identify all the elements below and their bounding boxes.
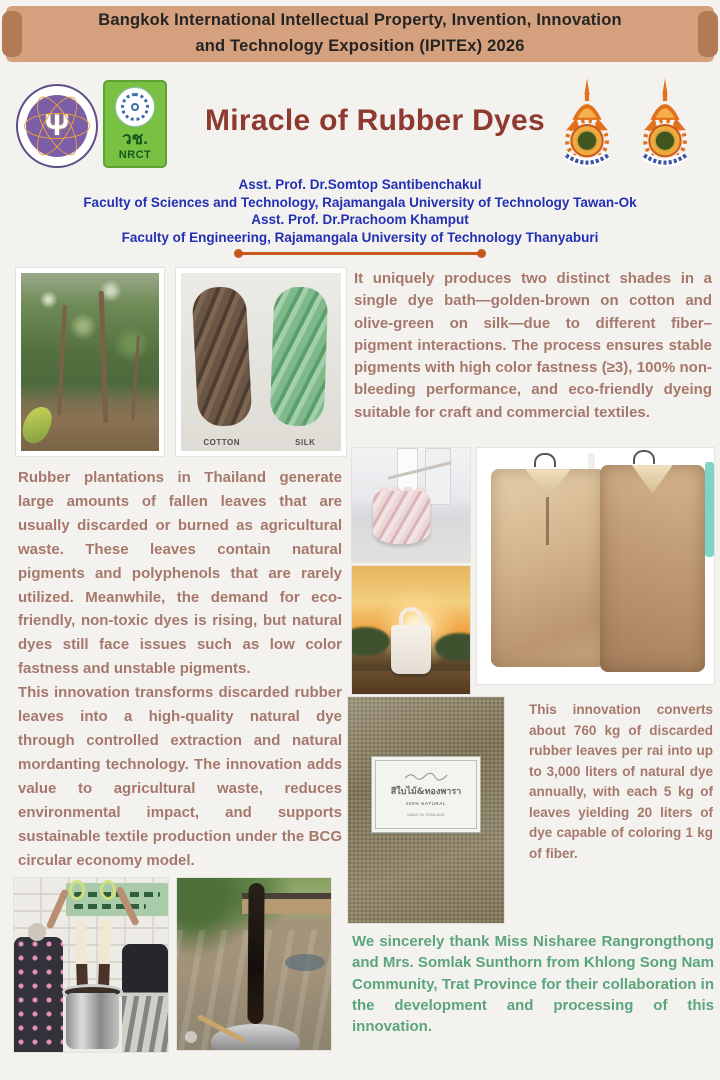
yarn-loop	[100, 880, 116, 900]
divider-dot	[234, 249, 243, 258]
label-origin: MADE IN THAILAND	[407, 812, 445, 818]
hanging-garment-edge	[705, 462, 714, 556]
cotton-skein	[192, 286, 254, 427]
product-label	[371, 756, 480, 833]
camo-shorts	[122, 996, 168, 1052]
author-1-affiliation: Faculty of Sciences and Technology, Rajamangala University of Technology Tawan-Ok	[83, 194, 637, 210]
banner-line-2: and Technology Exposition (IPITEx) 2026	[195, 37, 525, 55]
exposition-banner	[6, 6, 714, 62]
person-dyeing	[14, 937, 63, 1052]
page-title: Miracle of Rubber Dyes	[204, 104, 546, 137]
shirt-collar	[525, 469, 571, 497]
cotton-caption: COTTON	[203, 438, 241, 448]
silk-skein	[270, 286, 329, 427]
signature-squiggle	[403, 771, 449, 781]
rajamangala-crown-emblem-icon	[629, 76, 701, 172]
wheel-spokes	[121, 93, 149, 121]
banner-line-1: Bangkok International Intellectual Property, Invention, Innovation	[98, 11, 622, 30]
nrct-thai-abbr: วช.	[122, 129, 148, 148]
hanger-hook	[633, 450, 655, 464]
shirt-placket	[546, 497, 549, 545]
hanger-hook	[534, 453, 556, 467]
banner-right-tab	[698, 11, 718, 57]
bush	[352, 627, 390, 655]
divider-dot	[477, 249, 486, 258]
rajamangala-crown-emblem-icon	[551, 76, 623, 172]
wheel-hub	[131, 103, 139, 111]
nrct-abbr: NRCT	[118, 148, 152, 161]
dye-dipping-photo	[14, 878, 168, 1052]
tote-bag	[391, 625, 431, 674]
label-thai-title: สีใบไม้&ทองพารา	[390, 787, 462, 798]
authors-block	[30, 176, 690, 246]
bush	[435, 633, 470, 661]
author-1-name: Asst. Prof. Dr.Somtop Santibenchakul	[238, 177, 482, 192]
left-column-text	[18, 466, 342, 872]
shirt-collar	[632, 465, 674, 494]
banner-left-tab	[2, 11, 22, 57]
fallen-leaf	[21, 403, 55, 447]
atom-core	[26, 95, 88, 157]
tie-dye-bag	[373, 491, 430, 543]
paragraph-innovation: This innovation transforms discarded rubber leaves into a high-quality natural dye through controlled extraction and natural mordanting technology. The innovation adds value to agricultural waste, reduces environmental impact, and supports sustainable textile production under the BCG circular economy model.	[18, 684, 342, 869]
dye-pot	[66, 993, 118, 1049]
paragraph-yield: This innovation converts about 760 kg of discarded rubber leaves per rai into up to 3,000 liters of natural dye annually, with each 5 kg of leaves yielding 20 liters of dye capable of coloring 1 kg of fiber.	[529, 702, 713, 861]
tote-bag-sunset-photo	[352, 566, 470, 694]
author-2-affiliation: Faculty of Engineering, Rajamangala University of Technology Thanyaburi	[121, 229, 599, 245]
hanging-tag	[588, 453, 595, 469]
section-divider	[238, 252, 482, 255]
dharma-wheel-icon	[115, 87, 155, 127]
tree-trunk	[57, 305, 67, 415]
drawstring-bag-photo	[352, 448, 470, 562]
golden-brown-shirt	[491, 469, 605, 667]
dyed-yarn-skeins-photo	[176, 268, 346, 456]
dyed-hank-drying-photo	[177, 878, 331, 1050]
person-dyeing	[122, 944, 168, 1052]
dark-dyed-hank	[247, 883, 264, 1024]
puddle	[285, 954, 325, 971]
tree-trunk	[131, 335, 140, 420]
sign-text-blur	[74, 904, 145, 909]
nrct-logo	[103, 80, 167, 168]
table-top	[352, 671, 470, 694]
dyed-shirts-photo	[477, 448, 714, 684]
camera-watermark-icon	[185, 1031, 197, 1043]
trident-icon: Ψ	[44, 109, 70, 142]
author-2-name: Asst. Prof. Dr.Prachoom Khamput	[251, 212, 469, 227]
tree-trunk	[99, 291, 109, 423]
research-council-seal-icon	[16, 84, 98, 168]
packaged-product-photo	[348, 697, 504, 923]
paragraph-acknowledgement: We sincerely thank Miss Nisharee Rangrongthong and Mrs. Somlak Sunthorn from Khlong Song Nam Community, Trat Province for their collaboration in the development and processing of this innovation.	[352, 933, 714, 1036]
rubber-plantation-photo	[16, 268, 164, 456]
paragraph-problem: Rubber plantations in Thailand generate large amounts of fallen leaves that are usually discarded or burned as agricultural waste. These leaves contain natural pigments and polyphenols that are rarely utilized. Meanwhile, the demand for eco-friendly, non-toxic dyes is rising, but natural dyes still face issues such as low color fastness and unstable pigments.	[18, 469, 342, 678]
silk-caption: SILK	[295, 438, 316, 448]
label-subtitle: 100% NATURAL	[405, 801, 447, 807]
person-head	[28, 923, 46, 941]
paragraph-two-shades: It uniquely produces two distinct shades in a single dye bath—golden-brown on cotton and olive-green on silk—due to different fiber–pigment interactions. The process ensures stable pigments with high color fastness (≥3), 100% non-bleeding performance, and eco-friendly dyeing suitable for craft and commercial textiles.	[354, 270, 712, 421]
golden-brown-shirt	[600, 465, 704, 673]
